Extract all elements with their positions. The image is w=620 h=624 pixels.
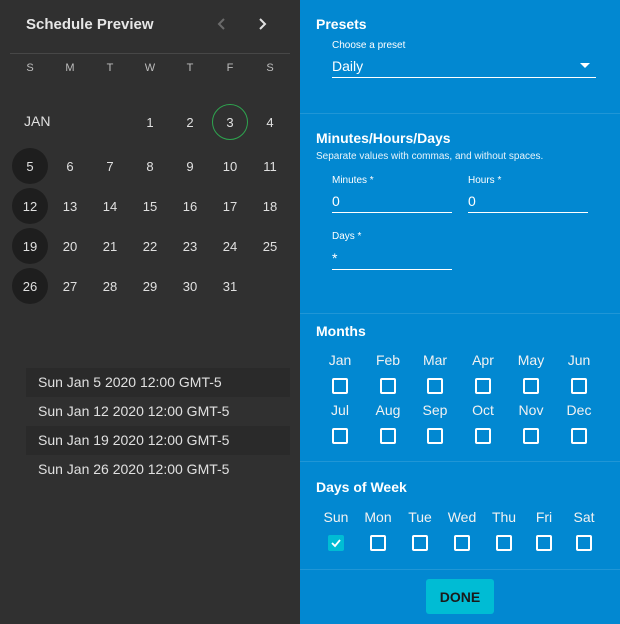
weekday-header: F <box>226 62 234 74</box>
calendar-day[interactable]: 26 <box>12 268 48 304</box>
calendar-day[interactable]: 9 <box>186 158 194 174</box>
hours-label: Hours * <box>468 175 502 186</box>
chevron-left-icon <box>214 16 230 32</box>
month-label-jul: Jul <box>331 402 349 418</box>
weekday-header: W <box>144 62 156 74</box>
hours-input[interactable] <box>468 191 588 213</box>
weekday-label-wed: Wed <box>447 509 477 525</box>
weekday-checkbox-mon[interactable] <box>370 535 386 551</box>
calendar-day[interactable]: 5 <box>12 148 48 184</box>
weekday-label-fri: Fri <box>535 509 553 525</box>
calendar-day[interactable]: 18 <box>262 198 278 214</box>
preset-select[interactable] <box>332 56 596 78</box>
next-month-button[interactable] <box>250 12 274 36</box>
calendar-day[interactable]: 10 <box>222 158 238 174</box>
month-label-oct: Oct <box>472 402 494 418</box>
month-label-jan: Jan <box>328 352 352 368</box>
minutes-label: Minutes * <box>332 175 374 186</box>
calendar-day[interactable]: 7 <box>106 158 114 174</box>
days-of-week-section <box>300 462 620 570</box>
month-checkbox-jun[interactable] <box>571 378 587 394</box>
weekday-checkbox-wed[interactable] <box>454 535 470 551</box>
checkmark-icon <box>330 537 342 549</box>
weekday-header: S <box>266 62 274 74</box>
month-label-jun: Jun <box>567 352 591 368</box>
month-checkbox-nov[interactable] <box>523 428 539 444</box>
month-checkbox-dec[interactable] <box>571 428 587 444</box>
calendar-day[interactable]: 3 <box>212 104 248 140</box>
month-checkbox-oct[interactable] <box>475 428 491 444</box>
calendar-header <box>10 0 290 54</box>
days-label: Days * <box>332 231 362 242</box>
occurrence-item: Sun Jan 19 2020 12:00 GMT-5 <box>26 426 290 455</box>
calendar-day[interactable]: 20 <box>62 238 78 254</box>
month-checkbox-aug[interactable] <box>380 428 396 444</box>
month-label-apr: Apr <box>472 352 494 368</box>
month-label: JAN <box>24 113 51 129</box>
calendar-day[interactable]: 31 <box>222 278 238 294</box>
chevron-right-icon <box>254 16 270 32</box>
month-label-may: May <box>517 352 545 368</box>
mhd-hint: Separate values with commas, and without spaces. <box>316 151 544 162</box>
minutes-input[interactable] <box>332 191 452 213</box>
calendar-day[interactable]: 14 <box>102 198 118 214</box>
month-label-feb: Feb <box>375 352 401 368</box>
weekday-header: M <box>65 62 75 74</box>
calendar-day[interactable]: 23 <box>182 238 198 254</box>
calendar-day[interactable]: 2 <box>186 114 194 130</box>
occurrence-list <box>26 368 290 484</box>
minutes-hours-days-section <box>300 114 620 314</box>
month-label-mar: Mar <box>422 352 448 368</box>
weekday-checkbox-sun[interactable] <box>328 535 344 551</box>
days-of-week-title: Days of Week <box>316 479 407 495</box>
presets-section <box>300 0 620 114</box>
weekday-checkbox-fri[interactable] <box>536 535 552 551</box>
weekday-header: T <box>186 62 194 74</box>
weekday-header: S <box>26 62 34 74</box>
schedule-preview-panel <box>0 0 300 624</box>
month-label-sep: Sep <box>422 402 448 418</box>
occurrence-item: Sun Jan 12 2020 12:00 GMT-5 <box>38 403 230 419</box>
weekday-label-sat: Sat <box>573 509 595 525</box>
month-checkbox-sep[interactable] <box>427 428 443 444</box>
weekday-checkbox-tue[interactable] <box>412 535 428 551</box>
calendar-day[interactable]: 17 <box>222 198 238 214</box>
month-label-aug: Aug <box>375 402 401 418</box>
weekday-label-mon: Mon <box>364 509 392 525</box>
weekday-checkbox-thu[interactable] <box>496 535 512 551</box>
calendar-day[interactable]: 12 <box>12 188 48 224</box>
calendar-day[interactable]: 19 <box>12 228 48 264</box>
weekday-label-thu: Thu <box>491 509 517 525</box>
weekday-checkbox-sat[interactable] <box>576 535 592 551</box>
month-checkbox-jan[interactable] <box>332 378 348 394</box>
calendar-day[interactable]: 27 <box>62 278 78 294</box>
days-input[interactable] <box>332 248 452 270</box>
mhd-title: Minutes/Hours/Days <box>316 130 451 146</box>
calendar-day[interactable]: 22 <box>142 238 158 254</box>
calendar-day[interactable]: 30 <box>182 278 198 294</box>
month-label-dec: Dec <box>566 402 592 418</box>
calendar-day[interactable]: 28 <box>102 278 118 294</box>
schedule-settings-panel <box>300 0 620 624</box>
panel-title: Schedule Preview <box>26 16 154 33</box>
hours-value: 0 <box>468 193 476 209</box>
calendar-day[interactable]: 25 <box>262 238 278 254</box>
month-checkbox-apr[interactable] <box>475 378 491 394</box>
presets-title: Presets <box>316 16 367 32</box>
preset-label: Choose a preset <box>332 40 406 51</box>
month-label-nov: Nov <box>518 402 544 418</box>
calendar-day[interactable]: 16 <box>182 198 198 214</box>
occurrence-item: Sun Jan 5 2020 12:00 GMT-5 <box>26 368 290 397</box>
weekday-header-row <box>10 62 290 78</box>
month-checkbox-may[interactable] <box>523 378 539 394</box>
month-checkbox-feb[interactable] <box>380 378 396 394</box>
months-section <box>300 314 620 462</box>
months-title: Months <box>316 323 366 339</box>
calendar-day[interactable]: 6 <box>66 158 74 174</box>
weekday-label-sun: Sun <box>323 509 349 525</box>
weekday-label-tue: Tue <box>408 509 432 525</box>
days-value: * <box>332 250 338 266</box>
calendar-day[interactable]: 15 <box>142 198 158 214</box>
occurrence-item: Sun Jan 26 2020 12:00 GMT-5 <box>38 461 230 477</box>
month-checkbox-jul[interactable] <box>332 428 348 444</box>
month-checkbox-mar[interactable] <box>427 378 443 394</box>
weekday-header: T <box>106 62 114 74</box>
done-button[interactable]: DONE <box>426 579 494 614</box>
calendar-day[interactable]: 13 <box>62 198 78 214</box>
calendar-day[interactable]: 21 <box>102 238 118 254</box>
calendar-day[interactable]: 4 <box>266 114 274 130</box>
minutes-value: 0 <box>332 193 340 209</box>
dropdown-arrow-icon <box>580 63 590 68</box>
calendar-day[interactable]: 29 <box>142 278 158 294</box>
calendar-day[interactable]: 24 <box>222 238 238 254</box>
calendar-day[interactable]: 8 <box>146 158 154 174</box>
calendar-day[interactable]: 11 <box>263 158 277 174</box>
preset-value: Daily <box>332 58 364 74</box>
previous-month-button[interactable] <box>210 12 234 36</box>
calendar-day[interactable]: 1 <box>146 114 154 130</box>
